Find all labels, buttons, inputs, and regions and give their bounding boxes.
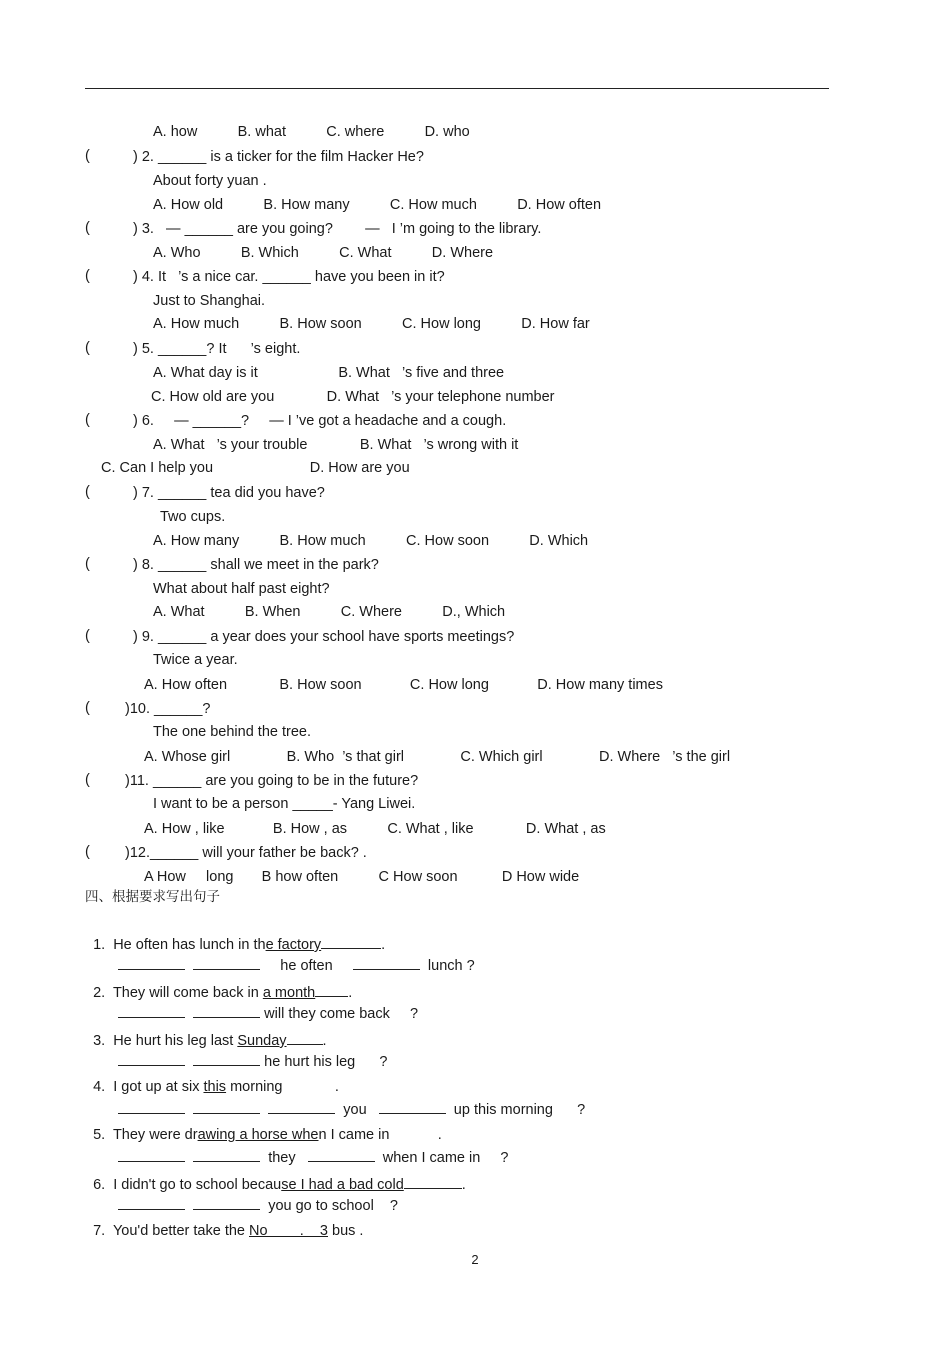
option-line: A. How many B. How much C. How soon D. Which bbox=[153, 533, 589, 549]
sentence-text: 6. I didn't go to school becau bbox=[93, 1177, 282, 1193]
question-line: )12.______ will your father be back? . bbox=[125, 845, 367, 861]
option-line: A. how B. what C. where D. who bbox=[153, 124, 470, 140]
option-line: A. How much B. How soon C. How long D. How far bbox=[153, 316, 590, 332]
question-line: ) 8. ______ shall we meet in the park? bbox=[133, 557, 379, 573]
answer-paren[interactable]: ( bbox=[85, 412, 90, 428]
question-line: ) 2. ______ is a ticker for the film Hacker He? bbox=[133, 149, 424, 165]
underlined-part: this bbox=[203, 1079, 227, 1095]
answer-paren[interactable]: ( bbox=[85, 844, 90, 860]
answer-text: will they come back ? bbox=[264, 1006, 419, 1022]
question-line: ) 9. ______ a year does your school have sports meetings? bbox=[133, 629, 515, 645]
option-line: A. Who B. Which C. What D. Where bbox=[153, 245, 494, 261]
option-line: Two cups. bbox=[160, 509, 226, 525]
sentence-text: 7. You'd better take the bbox=[93, 1223, 250, 1239]
answer-text: they bbox=[268, 1150, 296, 1166]
answer-blank[interactable] bbox=[353, 955, 420, 970]
answer-paren[interactable]: ( bbox=[85, 148, 90, 164]
underlined-part: se I had a bad cold bbox=[281, 1177, 404, 1193]
question-line: ) 3. — ______ are you going? — I ’m going to the library. bbox=[133, 221, 542, 237]
option-line: A. How , like B. How , as C. What , like D. What , as bbox=[144, 821, 606, 837]
sentence-text: 4. I got up at six bbox=[93, 1079, 204, 1095]
option-line: What about half past eight? bbox=[153, 581, 330, 597]
option-line: About forty yuan . bbox=[153, 173, 267, 189]
sentence-text: 1. He often has lunch in th bbox=[93, 937, 266, 953]
sentence-end: n I came in . bbox=[318, 1127, 442, 1143]
answer-paren[interactable]: ( bbox=[85, 340, 90, 356]
option-line: A. Whose girl B. Who ’s that girl C. Which girl D. Where ’s the girl bbox=[144, 749, 731, 765]
underlined-part: a month bbox=[262, 985, 316, 1001]
sentence-end: . bbox=[348, 985, 353, 1001]
answer-text: he hurt his leg ? bbox=[264, 1054, 388, 1070]
answer-text: when I came in ? bbox=[382, 1150, 509, 1166]
sentence-text: 2. They will come back in bbox=[93, 985, 263, 1001]
option-line: C. Can I help you D. How are you bbox=[101, 460, 410, 476]
option-line: The one behind the tree. bbox=[153, 724, 312, 740]
option-line: A. What ’s your trouble B. What ’s wrong with it bbox=[153, 437, 519, 453]
option-line: A. What day is it B. What ’s five and three bbox=[153, 365, 505, 381]
question-line: ) 7. ______ tea did you have? bbox=[133, 485, 325, 501]
answer-paren[interactable]: ( bbox=[85, 772, 90, 788]
sentence-end: morning . bbox=[226, 1079, 339, 1095]
sentence-text: 3. He hurt his leg last bbox=[93, 1033, 238, 1049]
question-line: ) 5. ______? It ’s eight. bbox=[133, 341, 301, 357]
option-line: A. How often B. How soon C. How long D. How many times bbox=[144, 677, 663, 693]
option-line: Twice a year. bbox=[153, 652, 238, 668]
sentence-text: 5. They were dr bbox=[93, 1127, 198, 1143]
option-line: C. How old are you D. What ’s your telephone number bbox=[151, 389, 555, 405]
underlined-part: e factory bbox=[265, 937, 322, 953]
option-line: I want to be a person _____- Yang Liwei. bbox=[153, 796, 416, 812]
answer-text: you bbox=[343, 1102, 367, 1118]
underlined-part: Sunday bbox=[237, 1033, 287, 1049]
question-line: )11. ______ are you going to be in the future? bbox=[125, 773, 419, 789]
option-line: Just to Shanghai. bbox=[153, 293, 266, 309]
page-number: 2 bbox=[471, 1252, 479, 1267]
answer-text: up this morning ? bbox=[453, 1102, 586, 1118]
sentence-end: . bbox=[461, 1177, 466, 1193]
option-line: A. How old B. How many C. How much D. How often bbox=[153, 197, 602, 213]
sentence-end: . bbox=[381, 937, 386, 953]
question-line: ) 6. — ______? — I ’ve got a headache and a cough. bbox=[133, 413, 507, 429]
header-rule bbox=[85, 88, 829, 89]
answer-text: he often bbox=[280, 958, 333, 974]
answer-paren[interactable]: ( bbox=[85, 556, 90, 572]
option-line: A How long B how often C How soon D How wide bbox=[144, 869, 580, 885]
answer-paren[interactable]: ( bbox=[85, 220, 90, 236]
sentence-7 bbox=[85, 1204, 363, 1240]
answer-paren[interactable]: ( bbox=[85, 484, 90, 500]
answer-paren[interactable]: ( bbox=[85, 700, 90, 716]
answer-text: lunch ? bbox=[427, 958, 475, 974]
answer-paren[interactable]: ( bbox=[85, 628, 90, 644]
underlined-part: awing a horse whe bbox=[197, 1127, 319, 1143]
option-line: A. What B. When C. Where D., Which bbox=[153, 604, 506, 620]
sentence-end: bus . bbox=[328, 1223, 364, 1239]
sentence-end: . bbox=[322, 1033, 327, 1049]
blank bbox=[404, 1174, 462, 1189]
question-line: )10. ______? bbox=[125, 701, 211, 717]
underlined-part: No . 3 bbox=[249, 1223, 328, 1239]
answer-text: you go to school ? bbox=[268, 1198, 398, 1214]
section-title: 四、根据要求写出句子 bbox=[85, 889, 220, 905]
answer-paren[interactable]: ( bbox=[85, 268, 90, 284]
question-line: ) 4. It ’s a nice car. ______ have you been in it? bbox=[133, 269, 445, 285]
